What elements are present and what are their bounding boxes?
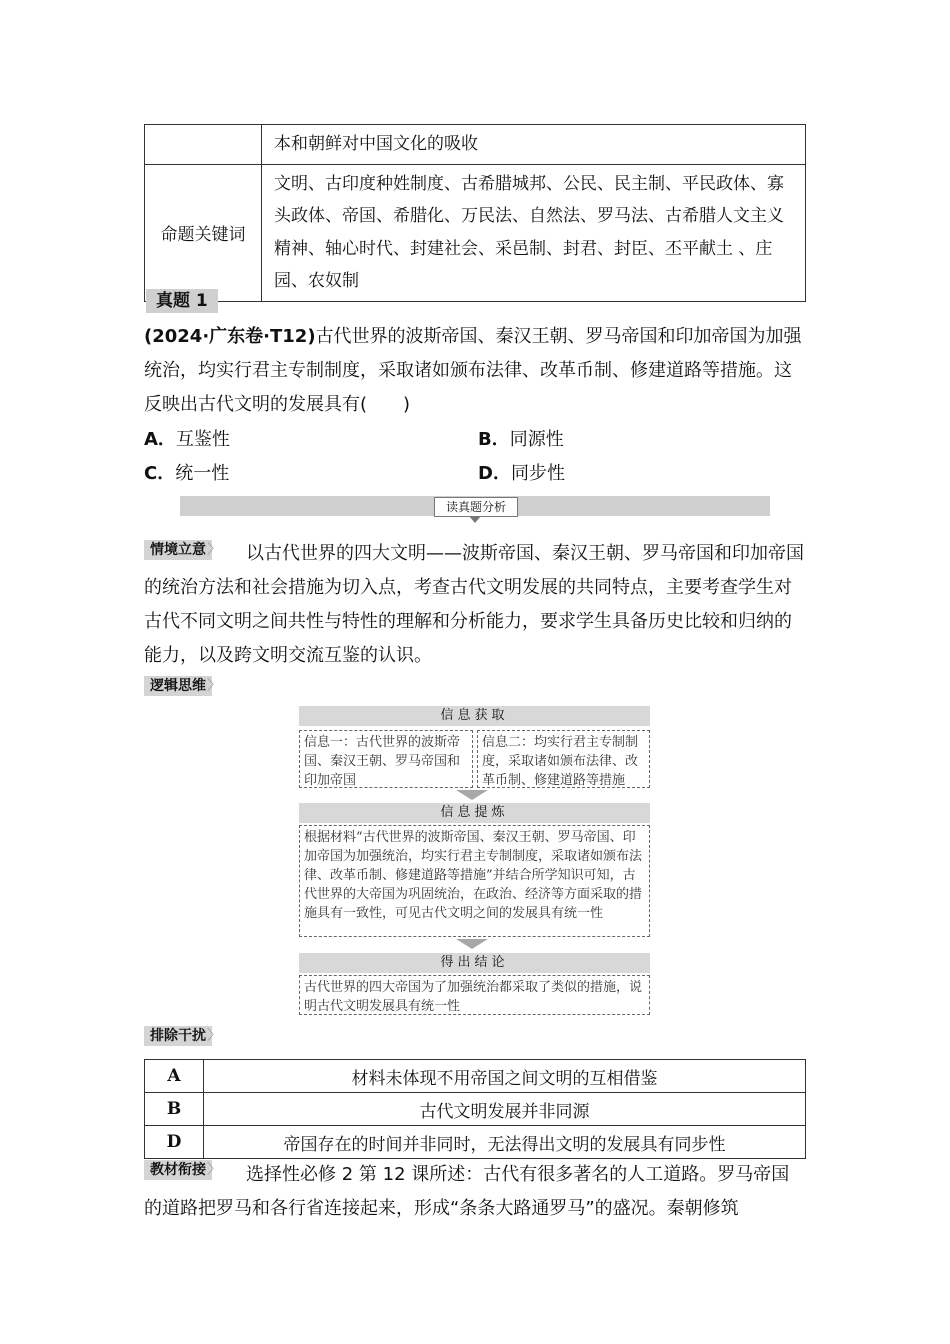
exclude-key: A xyxy=(145,1060,204,1093)
option-c-text: 统一性 xyxy=(175,463,230,484)
flow-step1-title: 信息获取 xyxy=(299,706,650,726)
textbook-text: 选择性必修 2 第 12 课所述：古代有很多著名的人工道路。罗马帝国的道路把罗马和各行省连接起来，形成“条条大路通罗马”的盛况。秦朝修筑 xyxy=(144,1164,790,1219)
option-a xyxy=(144,423,230,457)
keywords-row1-text: 本和朝鲜对中国文化的吸收 xyxy=(262,125,806,165)
context-tag-label: 情境立意 xyxy=(150,542,206,558)
keywords-label: 命题关键词 xyxy=(145,164,262,301)
table-row xyxy=(145,1060,806,1093)
flow-step2-title: 信息提炼 xyxy=(299,803,650,823)
exclude-text: 材料未体现不用帝国之间文明的互相借鉴 xyxy=(204,1060,806,1093)
flow-arrow-down-icon xyxy=(456,790,488,800)
exclude-key: B xyxy=(145,1093,204,1126)
table-row xyxy=(145,1126,806,1159)
exclude-tag xyxy=(144,1026,221,1046)
question-text: 古代世界的波斯帝国、秦汉王朝、罗马帝国和印加帝国为加强统治，均实行君主专制制度，采取诸如颁布法律、改革币制、修建道路等措施。这反映出古代文明的发展具有( ) xyxy=(144,326,802,415)
flow-refine: 根据材料“古代世界的波斯帝国、秦汉王朝、罗马帝国、印加帝国为加强统治，均实行君主专制制度，采取诸如颁布法律、改革币制、修建道路等措施”并结合所学知识可知，古代世界的大帝国为巩固统治，在政治、经济等方面采取的措施具有一致性，可见古代文明之间的发展具有统一性 xyxy=(299,825,650,937)
flow-arrow-down-icon xyxy=(456,939,488,949)
question-tag-label: 真题 1 xyxy=(156,291,208,311)
exclude-text: 帝国存在的时间并非同时，无法得出文明的发展具有同步性 xyxy=(204,1126,806,1159)
option-a-text: 互鉴性 xyxy=(175,429,230,450)
flow-conclusion: 古代世界的四大帝国为了加强统治都采取了类似的措施，说明古代文明发展具有统一性 xyxy=(299,975,650,1015)
chevron-right-icon: 〉 xyxy=(207,1162,221,1178)
analysis-label: 读真题分析 xyxy=(434,497,518,517)
option-b-text: 同源性 xyxy=(509,429,564,450)
keywords-row2-text: 文明、古印度种姓制度、古希腊城邦、公民、民主制、平民政体、寡头政体、帝国、希腊化、万民法、自然法、罗马法、古希腊人文主义精神、轴心时代、封建社会、采邑制、封君、封臣、丕平献土 、庄园、农奴制 xyxy=(262,164,806,301)
logic-tag xyxy=(144,676,221,696)
flow-step3-title: 得出结论 xyxy=(299,953,650,973)
textbook-tag-label: 教材衔接 xyxy=(150,1162,206,1178)
chevron-right-icon: 〉 xyxy=(207,1028,221,1044)
option-b-key: B． xyxy=(478,429,510,450)
option-c-key: C． xyxy=(144,463,176,484)
exclude-table xyxy=(144,1059,806,1159)
keywords-table-empty-cell xyxy=(145,125,262,165)
option-b xyxy=(478,423,564,457)
analysis-pointer-icon xyxy=(469,516,481,523)
option-c xyxy=(144,457,229,491)
flow-info1: 信息一：古代世界的波斯帝国、秦汉王朝、罗马帝国和印加帝国 xyxy=(299,730,473,788)
question-source: (2024·广东卷·T12) xyxy=(144,326,316,347)
option-a-key: A． xyxy=(144,429,176,450)
chevron-right-icon: 〉 xyxy=(207,542,221,558)
keywords-table xyxy=(144,124,806,302)
question-stem xyxy=(144,320,806,422)
exclude-text: 古代文明发展并非同源 xyxy=(204,1093,806,1126)
option-d xyxy=(478,457,565,491)
exclude-key: D xyxy=(145,1126,204,1159)
context-text: 以古代世界的四大文明——波斯帝国、秦汉王朝、罗马帝国和印加帝国的统治方法和社会措施为切入点，考查古代文明发展的共同特点，主要考查学生对古代不同文明之间共性与特性的理解和分析能力，要求学生具备历史比较和归纳的能力，以及跨文明交流互鉴的认识。 xyxy=(144,543,804,666)
flow-info2: 信息二：均实行君主专制制度，采取诸如颁布法律、改革币制、修建道路等措施 xyxy=(477,730,650,788)
chevron-right-icon: 〉 xyxy=(207,678,221,694)
option-d-key: D． xyxy=(478,463,511,484)
table-row xyxy=(145,1093,806,1126)
exclude-tag-label: 排除干扰 xyxy=(150,1028,206,1044)
question-tag xyxy=(146,289,218,313)
logic-tag-label: 逻辑思维 xyxy=(150,678,206,694)
option-d-text: 同步性 xyxy=(510,463,565,484)
